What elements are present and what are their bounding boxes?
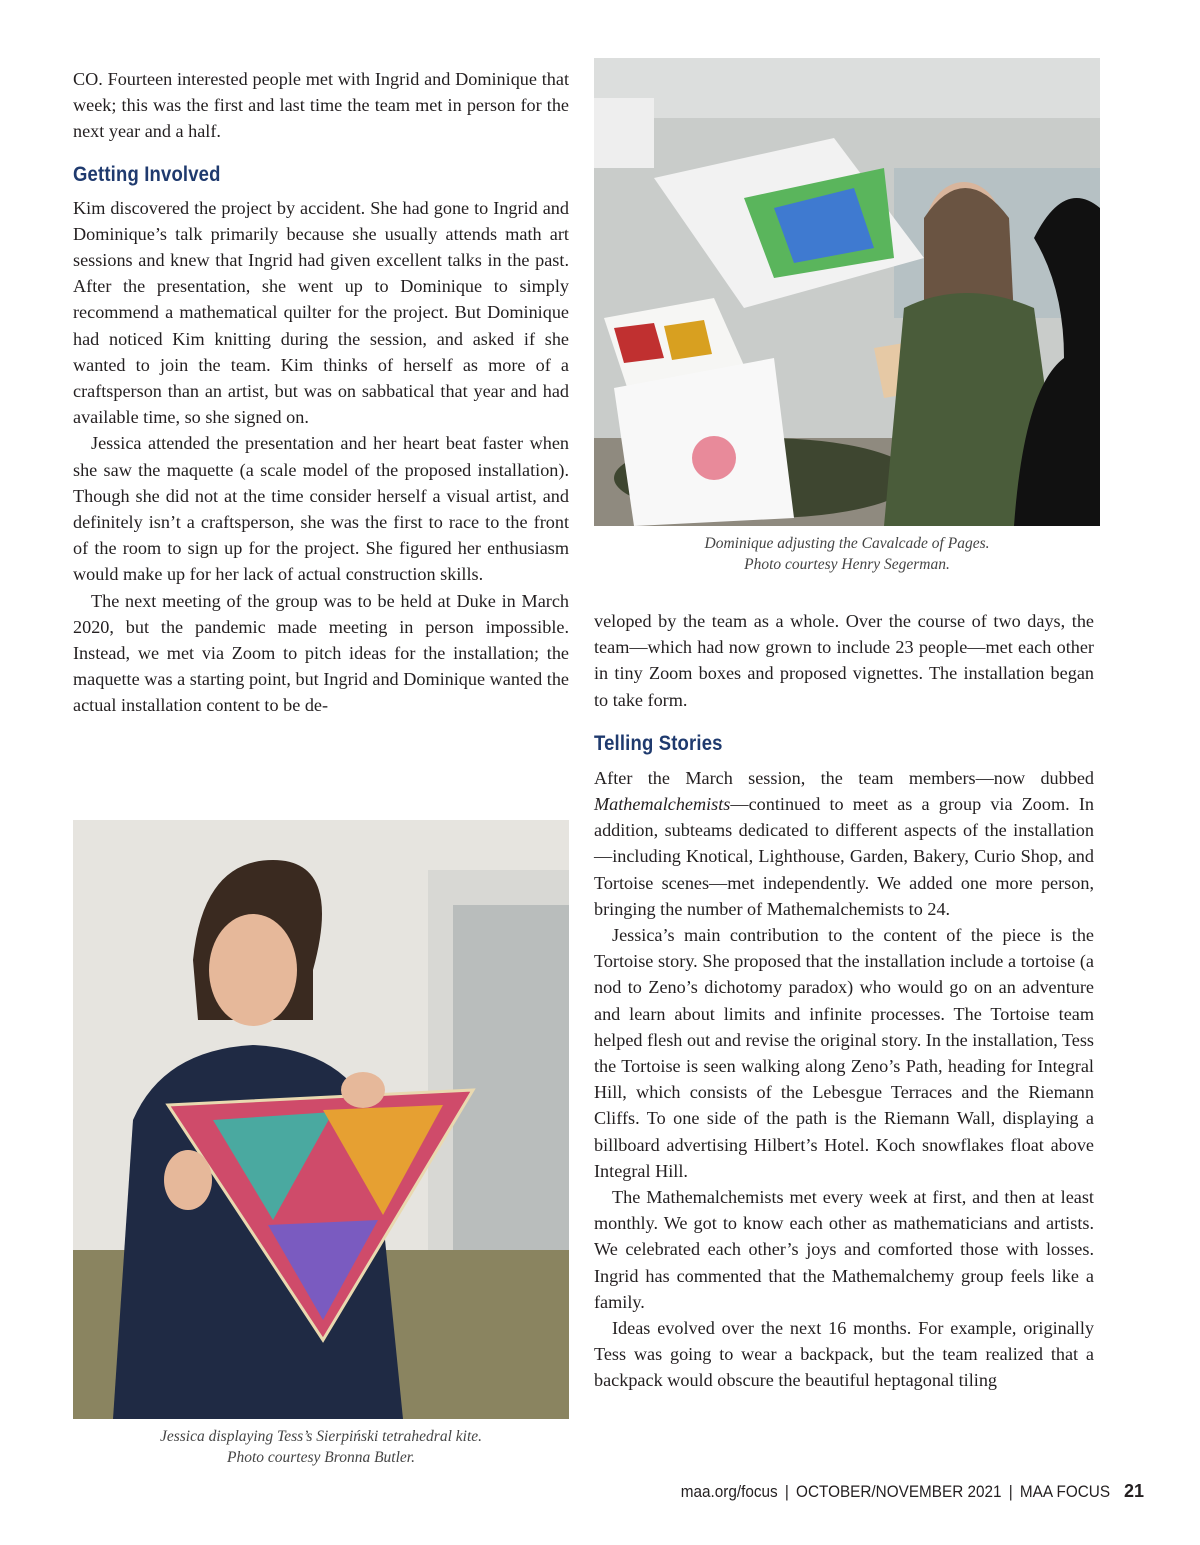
paragraph-intro: CO. Fourteen interested people met with Ingrid and Dominique that week; this was the first and last time the team met in person for the next year and a half. bbox=[73, 69, 569, 142]
mathemalchemists-term: Mathemalchemists bbox=[594, 794, 731, 815]
footer-issue: OCTOBER/NOVEMBER 2021 bbox=[795, 1482, 1002, 1501]
paragraph-kim: Kim discovered the project by accident. She had gone to Ingrid and Dominique’s talk primarily because she usually attends math art sessions and knew that Ingrid had given excellent talks in the past. After the presentation, she went up to Dominique to simply recommend a mathematical quilter for the project. But Dominique had noticed Kim knitting during the session, and asked if she wanted to join the team. Kim thinks of herself as more of a craftsperson than an artist, but was on sabbatical that year and had available time, so she signed on. bbox=[73, 197, 569, 428]
paragraph-jessica: Jessica attended the presentation and her heart beat faster when she saw the maquette (a scale model of the proposed installation). Though she did not at the time consider herself a visual artist, and definitely isn’t a craftsperson, she was the first to race to the front of the room to sign up for the project. She figured her enthusiasm would make up for her lack of actual construction skills. bbox=[73, 433, 569, 585]
paragraph-march-before: After the March session, the team members—now dubbed bbox=[594, 767, 1094, 788]
paragraph-march-after: —continued to meet as a group via Zoom. In addition, subteams dedicated to different aspects of the installation—including Knotical, Lighthouse, Garden, Bakery, Curio Shop, and Tortoise scenes—met independently. We added one more person, bringing the number of Mathemalchemists to 24. bbox=[594, 794, 1094, 919]
page-number: 21 bbox=[1123, 1481, 1144, 1501]
left-column bbox=[73, 66, 569, 719]
footer-separator-1: | bbox=[784, 1482, 789, 1501]
right-column bbox=[594, 608, 1094, 1394]
footer-url: maa.org/focus bbox=[680, 1482, 778, 1501]
footer-publication: MAA FOCUS bbox=[1019, 1482, 1110, 1501]
footer-separator-2: | bbox=[1008, 1482, 1013, 1501]
footer-text bbox=[681, 1482, 1110, 1502]
paragraph-next-meeting: The next meeting of the group was to be held at Duke in March 2020, but the pandemic made meeting in person impossible. Instead, we met via Zoom to pitch ideas for the installation; the maquette was a starting point, but Ingrid and Dominique wanted the actual installation content to be de- bbox=[73, 590, 569, 716]
paragraph-tortoise: Jessica’s main contribution to the content of the piece is the Tortoise story. She proposed that the installation include a tortoise (a nod to Zeno’s dichotomy paradox) who would go on an adventure and learn about limits and infinite processes. The Tortoise team helped flesh out and revise the original story. In the installation, Tess the Tortoise is seen walking along Zeno’s Path, heading for Integral Hill, which consists of the Lebesgue Terraces and the Riemann Cliffs. To one side of the path is the Riemann Wall, displaying a billboard advertising Hilbert’s Hotel. Koch snowflakes float above Integral Hill. bbox=[594, 925, 1094, 1181]
paragraph-weekly: The Mathemalchemists met every week at first, and then at least monthly. We got to know each other as mathematicians and artists. We celebrated each other’s joys and comforted those with losses. Ingrid has commented that the Mathemalchemy group feels like a family. bbox=[594, 1187, 1094, 1312]
caption-top-line2: Photo courtesy Henry Segerman. bbox=[744, 556, 950, 573]
caption-bottom-line2: Photo courtesy Bronna Butler. bbox=[227, 1449, 415, 1466]
page-footer bbox=[633, 1481, 1144, 1502]
caption-top-line1: Dominique adjusting the Cavalcade of Pages. bbox=[704, 535, 990, 552]
caption-bottom-line1: Jessica displaying Tess’s Sierpiński tetrahedral kite. bbox=[159, 1428, 483, 1445]
photo-jessica-kite bbox=[73, 820, 569, 1419]
caption-top-photo bbox=[594, 533, 1100, 575]
heading-telling-stories: Telling Stories bbox=[594, 731, 723, 755]
photo-dominique-cavalcade bbox=[594, 58, 1100, 526]
paragraph-ideas: Ideas evolved over the next 16 months. For example, originally Tess was going to wear a backpack, but the team realized that a backpack would obscure the beautiful heptagonal tiling bbox=[594, 1318, 1094, 1391]
paragraph-continued: veloped by the team as a whole. Over the course of two days, the team—which had now grown to include 23 people—met each other in tiny Zoom boxes and proposed vignettes. The installation began to take form. bbox=[594, 611, 1094, 710]
paragraph-march bbox=[594, 765, 1094, 922]
heading-getting-involved: Getting Involved bbox=[73, 162, 221, 186]
caption-bottom-photo bbox=[73, 1426, 569, 1468]
